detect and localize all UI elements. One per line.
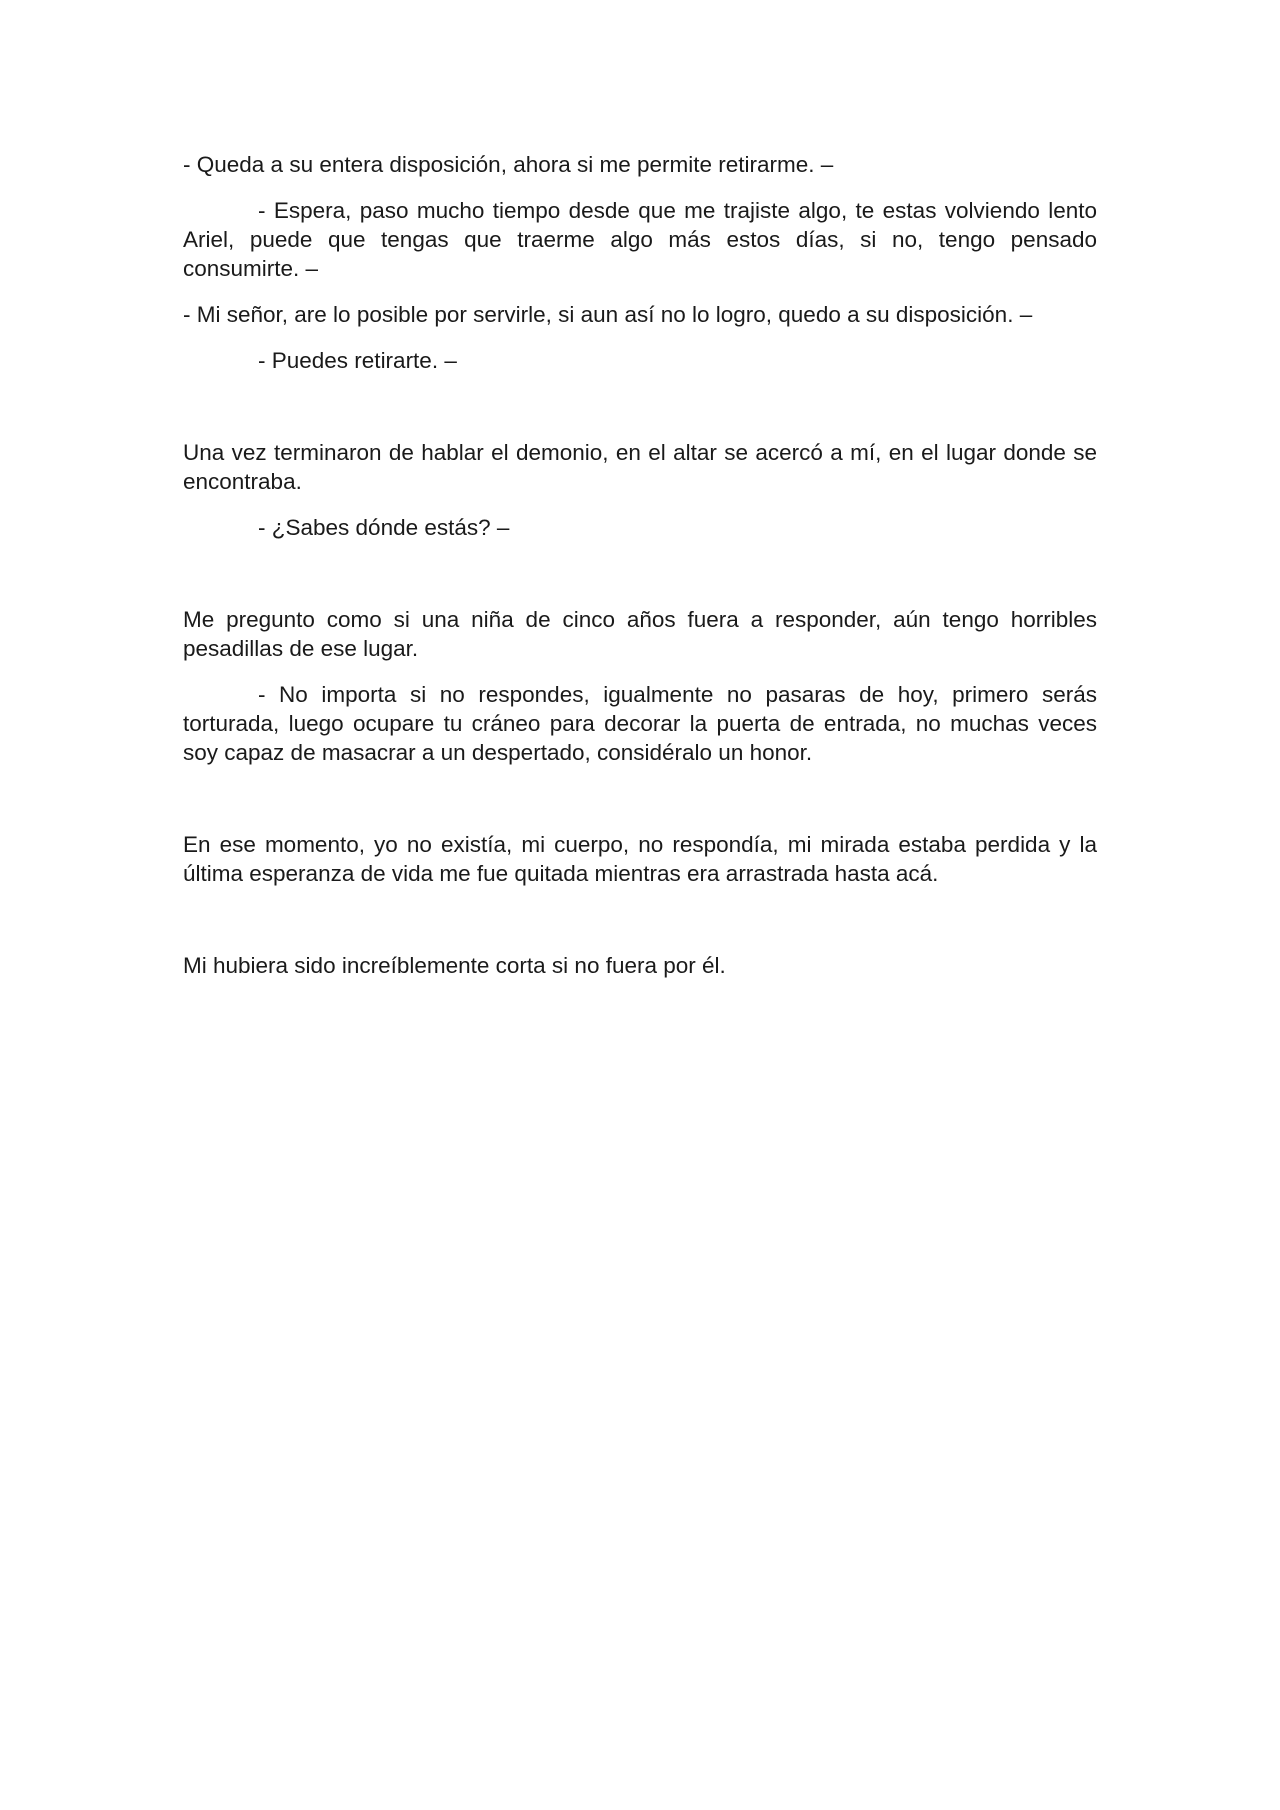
paragraph-8: - No importa si no respondes, igualmente no pasaras de hoy, primero serás torturada, luego ocupare tu cráneo para decorar la puerta de entrada, no muchas veces soy capaz de masacrar a un despertado, considéralo un honor.: [183, 682, 1097, 765]
paragraph-gap: [183, 559, 1097, 605]
paragraph-4: - Puedes retirarte. –: [258, 348, 457, 373]
paragraph-7: Me pregunto como si una niña de cinco años fuera a responder, aún tengo horribles pesadillas de ese lugar.: [183, 607, 1097, 661]
paragraph-3: - Mi señor, are lo posible por servirle, si aun así no lo logro, quedo a su disposición. –: [183, 302, 1033, 327]
paragraph-9: En ese momento, yo no existía, mi cuerpo, no respondía, mi mirada estaba perdida y la última esperanza de vida me fue quitada mientras era arrastrada hasta acá.: [183, 832, 1097, 886]
paragraph-6: - ¿Sabes dónde estás? –: [258, 515, 510, 540]
paragraph-5: Una vez terminaron de hablar el demonio, en el altar se acercó a mí, en el lugar donde se encontraba.: [183, 440, 1097, 494]
paragraph-10: Mi hubiera sido increíblemente corta si no fuera por él.: [183, 953, 726, 978]
paragraph-gap: [183, 392, 1097, 438]
paragraph-2: - Espera, paso mucho tiempo desde que me trajiste algo, te estas volviendo lento Ariel, puede que tengas que traerme algo más estos días, si no, tengo pensado consumirte. –: [183, 198, 1097, 281]
paragraph-gap: [183, 905, 1097, 951]
paragraph-gap: [183, 784, 1097, 830]
document-body: [183, 150, 1097, 997]
paragraph-1: - Queda a su entera disposición, ahora si me permite retirarme. –: [183, 152, 834, 177]
